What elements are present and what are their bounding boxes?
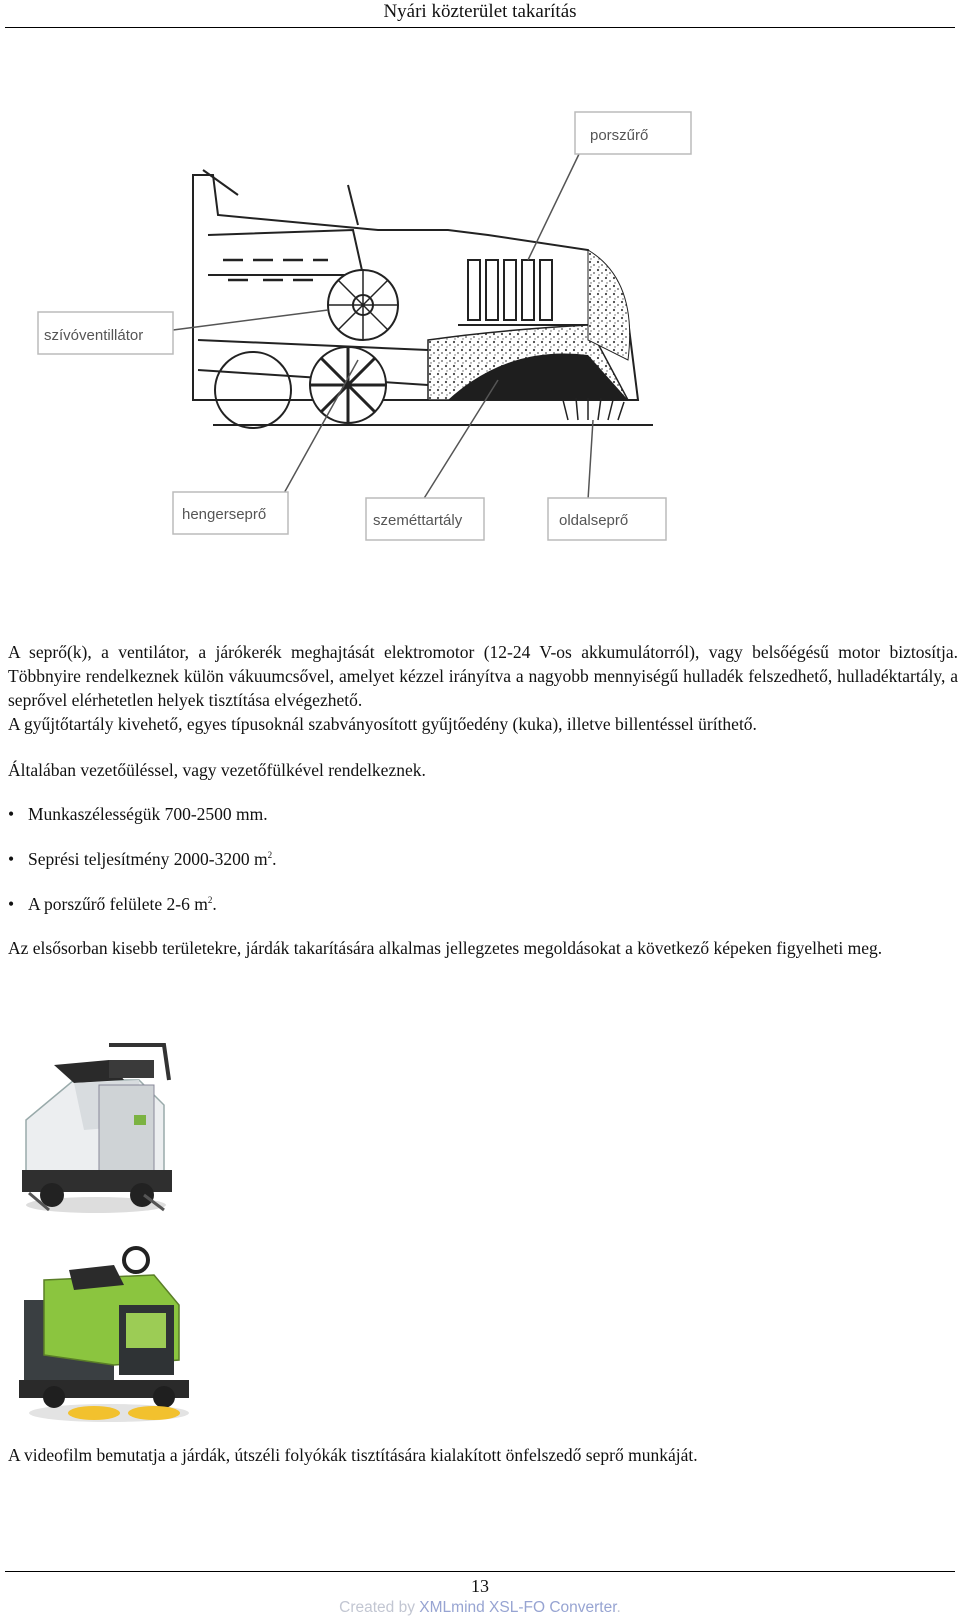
bullet-item-performance [8, 847, 277, 871]
gravel-front [588, 250, 630, 360]
label-hengersepro [173, 492, 288, 534]
bullet-text: Seprési teljesítmény 2000-3200 m [28, 849, 268, 869]
bullet-item-width [8, 802, 268, 826]
bullet-end: . [212, 894, 217, 914]
footer-divider [5, 1571, 955, 1572]
superscript: 2 [207, 895, 213, 906]
running-title: Nyári közterület takarítás [383, 1, 577, 22]
dust-filter [458, 260, 588, 325]
svg-text:hengerseprő: hengerseprő [182, 506, 267, 523]
paragraph-seat: Általában vezetőüléssel, vagy vezetőfülkével rendelkeznek. [8, 760, 426, 780]
bullet-end: . [272, 849, 277, 869]
bullet-marker: • [8, 894, 15, 914]
converter-credit [0, 1599, 960, 1617]
label-porszuro [575, 112, 691, 154]
page-number: 13 [471, 1576, 489, 1596]
sweeper-diagram [28, 100, 718, 570]
bullet-marker: • [8, 849, 15, 869]
credit-suffix: . [616, 1599, 621, 1616]
bullet-marker: • [8, 804, 15, 824]
svg-text:porszűrő: porszűrő [590, 127, 649, 144]
label-oldalsepro [548, 498, 666, 540]
green-sweeper-photo [14, 1245, 199, 1425]
header-divider [5, 27, 955, 28]
suction-fan [328, 270, 398, 340]
credit-brand: XMLmind XSL-FO Converter [419, 1599, 617, 1616]
label-szivoventillator [38, 312, 173, 354]
paragraph-intro-images: Az elsősorban kisebb területekre, járdák takarítására alkalmas jellegzetes megoldásokat a következő képeken figyelheti meg. [8, 938, 883, 958]
roller-brush [310, 347, 386, 423]
white-sweeper-photo [14, 1025, 179, 1215]
bullet-text: Munkaszélességük 700-2500 mm. [28, 804, 268, 824]
side-brush [563, 398, 624, 420]
paragraph-drive: A seprő(k), a ventilátor, a járókerék meghajtását elektromotor (12-24 V-os akkumulátorról), vagy belsőégésű motor biztosítja. Többnyire rendelkeznek külön vákuumcsővel, amelyet kézzel irányítva a nagyobb mennyiségű hulladék felszedhető, hulladéktartály, a seprővel elérhetetlen helyek tisztítása elvégezhető. [8, 642, 958, 710]
bullet-item-filter-area [8, 892, 217, 916]
rear-wheel [215, 352, 291, 428]
airflow-arrows [223, 260, 328, 280]
page-header [0, 0, 960, 24]
superscript: 2 [267, 850, 273, 861]
svg-text:szívóventillátor: szívóventillátor [44, 327, 144, 344]
svg-text:oldalseprő: oldalseprő [559, 512, 629, 529]
paragraph-video: A videofilm bemutatja a járdák, útszéli folyókák tisztítására kialakított önfelszedő seprő munkáját. [8, 1445, 698, 1465]
paragraph-container: A gyűjtőtartály kivehető, egyes típusoknál szabványosított gyűjtőedény (kuka), illetve billentéssel üríthető. [8, 714, 757, 734]
svg-text:szeméttartály: szeméttartály [373, 512, 463, 529]
label-szemettartaly [366, 498, 484, 540]
bullet-text: A porszűrő felülete 2-6 m [28, 894, 208, 914]
credit-prefix: Created by [339, 1599, 420, 1616]
